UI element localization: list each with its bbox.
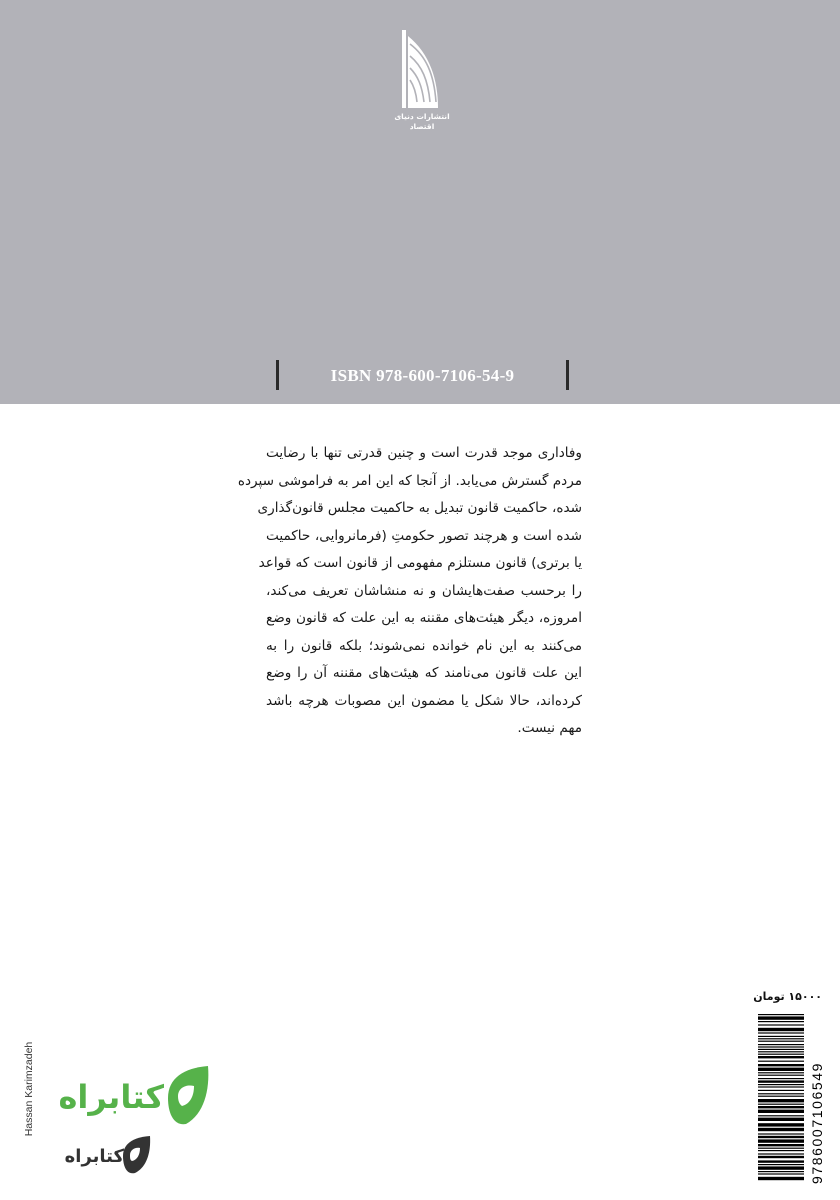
barcode-bar (758, 1084, 804, 1085)
designer-credit (22, 1004, 36, 1174)
barcode-bar (758, 1156, 804, 1158)
cover-top-band (0, 0, 840, 404)
barcode-bar (758, 1014, 804, 1015)
barcode-bar (758, 1123, 804, 1126)
barcode-bar (758, 1090, 804, 1091)
blurb-line: شده، حاکمیت قانون تبدیل به حاکمیت مجلس قانون‌گذاری (257, 500, 582, 516)
barcode-bar (758, 1150, 804, 1151)
barcode-bar (758, 1164, 804, 1165)
barcode-bar (758, 1171, 804, 1172)
barcode-bar (758, 1049, 804, 1050)
barcode-bar (758, 1036, 804, 1037)
barcode-bar (758, 1136, 804, 1138)
barcode-bar (758, 1046, 804, 1047)
isbn-barcode (756, 1012, 826, 1186)
barcode-bar (758, 1041, 804, 1042)
blurb-line: کرده‌اند، حالا شکل یا مضمون این مصوبات هرچه باشد (266, 692, 582, 709)
isbn-right-bar (566, 360, 569, 390)
barcode-bar (758, 1177, 804, 1180)
leaf-icon (164, 1064, 214, 1128)
barcode-bar (758, 1148, 804, 1149)
blurb-line: مردم گسترش می‌یابد. از آنجا که این امر به فراموشی سپرده (237, 472, 582, 489)
book-pages-icon (394, 30, 450, 110)
barcode-bar (758, 1054, 804, 1055)
barcode-bar (758, 1153, 804, 1154)
blurb-line: این علت قانون می‌نامند که هیئت‌های مقننه آن را وضع (266, 665, 582, 681)
barcode-bar (758, 1115, 804, 1116)
barcode-bar (758, 1133, 804, 1134)
blurb-line: یا برتری) قانون مستلزم مفهومی از قانون است که قواعد (258, 555, 582, 571)
designer-credit-text: Hassan Karimzadeh (23, 1041, 35, 1137)
blurb-line: امروزه، دیگر هیئت‌های مقننه به این علت که قانون وضع (266, 610, 582, 626)
publisher-logo (394, 30, 450, 140)
watermark-text: کتابراه (58, 1078, 164, 1116)
barcode-bar (758, 1173, 804, 1174)
barcode-bar (758, 1106, 804, 1108)
blurb-line: شده است و هرچند تصور حکومتِ (فرمانروایی، حاکمیت (266, 527, 582, 544)
barcode-bar (758, 1104, 804, 1105)
blurb-line: می‌کنند به این نام خوانده نمی‌شوند؛ بلکه قانون را به (266, 637, 582, 654)
barcode-bar (758, 1139, 804, 1142)
barcode-bar (758, 1096, 804, 1097)
barcode-bar (758, 1038, 804, 1039)
barcode-bar (758, 1024, 804, 1025)
barcode-bar (758, 1144, 804, 1146)
barcode-bar (758, 1075, 804, 1076)
blurb-line: مهم نیست. (517, 720, 582, 736)
barcode-bar (758, 1118, 804, 1121)
barcode-bar (758, 1072, 804, 1073)
back-cover-blurb (237, 440, 582, 743)
barcode-bar (758, 1128, 804, 1131)
price-label: ۱۵۰۰۰ تومان (753, 990, 822, 1003)
barcode-bar (758, 1068, 804, 1071)
watermark-text-small: کتابراه (64, 1146, 124, 1167)
barcode-bar (758, 1032, 804, 1033)
publisher-logo-text: انتشارات دنیای اقتصاد (394, 112, 450, 131)
barcode-bar (758, 1021, 804, 1022)
barcode-bar (758, 1064, 804, 1066)
barcode-bar (758, 1110, 804, 1113)
barcode-bar (758, 1051, 804, 1052)
barcode-bar (758, 1080, 804, 1082)
barcode-bar (758, 1044, 804, 1045)
barcode-bar (758, 1093, 804, 1094)
barcode-bar (758, 1086, 804, 1087)
barcode-number: 9786007106549 (809, 1061, 825, 1184)
barcode-bar (758, 1061, 804, 1062)
isbn-text: ISBN 978-600-7106-54-9 (330, 366, 515, 385)
barcode-bar (758, 1166, 804, 1169)
isbn-block (276, 360, 569, 392)
barcode-bar (758, 1160, 804, 1162)
barcode-bar (758, 1028, 804, 1031)
barcode-bar (758, 1016, 804, 1019)
barcode-bar (758, 1078, 804, 1079)
blurb-line: را برحسب صفت‌هایشان و نه منشاشان تعریف می‌کند، (266, 582, 582, 599)
kitabrah-watermark (58, 1064, 214, 1184)
leaf-icon (120, 1134, 154, 1176)
blurb-line: وفاداری موجد قدرت است و چنین قدرتی تنها با رضایت (266, 445, 582, 461)
barcode-bar (758, 1056, 804, 1058)
barcode-bar (758, 1099, 804, 1102)
